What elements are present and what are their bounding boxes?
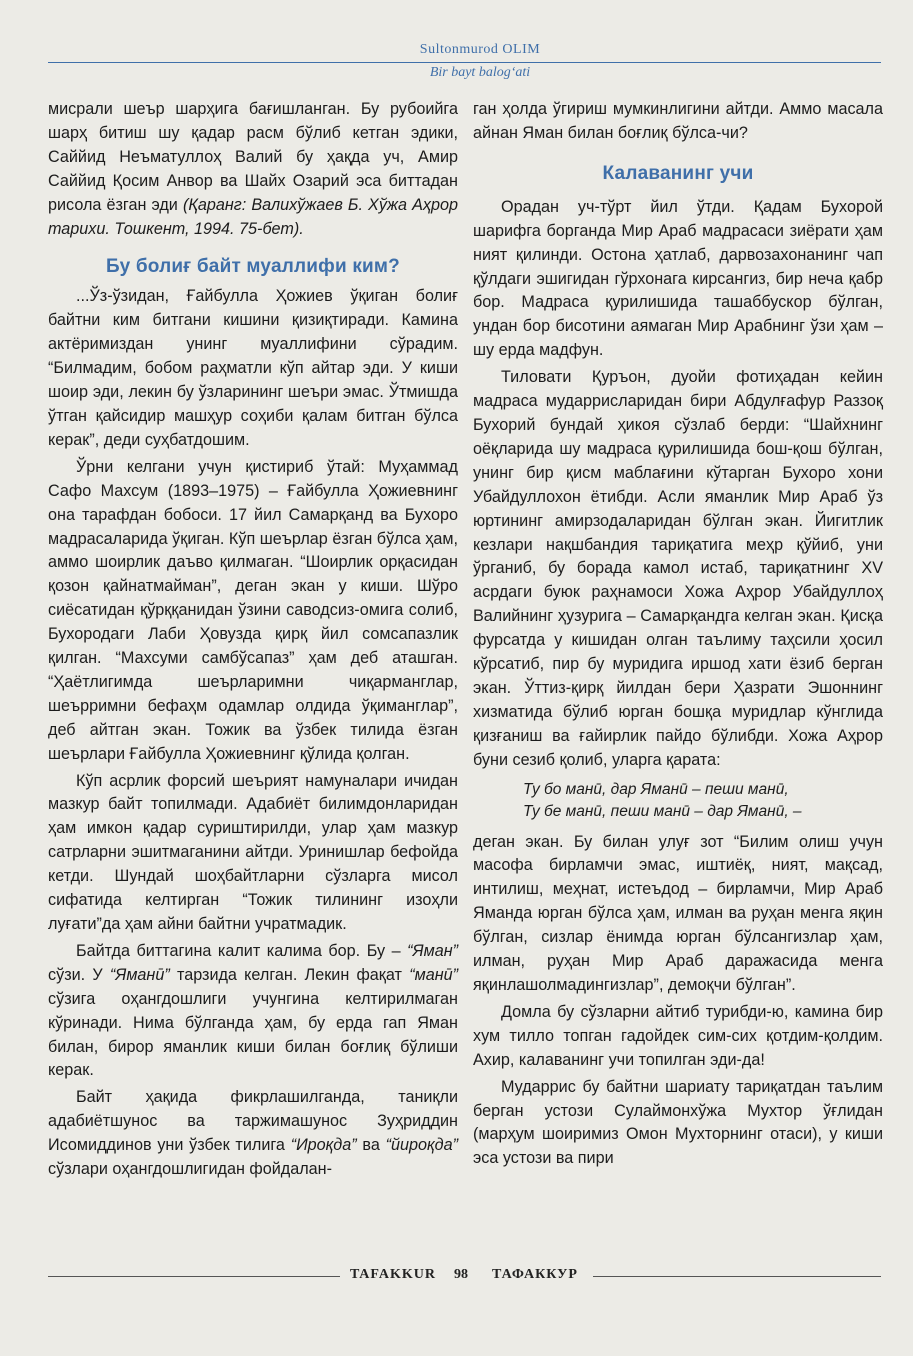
italic-word: “Ироқда”	[290, 1136, 357, 1155]
reference-citation: (Қаранг: Валихўжаев Б. Хўжа Аҳрор тарихи. Тошкент, 1994. 75-бет).	[48, 195, 459, 238]
paragraph-text: тарзида келган. Лекин фақат	[169, 965, 410, 984]
paragraph-text: сўзи. У	[48, 965, 110, 984]
section-heading: Бу болиғ байт муаллифи ким?	[106, 256, 400, 278]
paragraph-text: Байтда биттагина калит калима бор. Бу –	[76, 941, 408, 960]
right-column	[473, 98, 883, 1171]
paragraph-text: мисрали шеър шарҳига бағишланган. Бу рубоийга шарҳ битиш шу қадар расм бўлиб кетган эдики, Саййид Неъматуллоҳ Валий бу ҳақда уч, Амир Саййид Қосим Анвор ва Шайх Озарий эса биттадан рисола ёзган эди	[48, 100, 458, 214]
paragraph	[48, 1086, 458, 1182]
paragraph-text: сўзига оҳангдошлиги учунгина келтирилмаган кўринади. Нима бўлганда ҳам, бу ерда гап Яман билан, бирор яманлик киши билан боғлиқ бўлиши керак.	[48, 989, 458, 1080]
header-rule	[48, 62, 881, 63]
page-number: 98	[454, 1267, 468, 1282]
paragraph	[48, 940, 458, 1083]
paragraph: Кўп асрлик форсий шеърият намуналари ичидан мазкур байт топилмади. Адабиёт билимдонларидан ҳам имкон қадар суриштирилди, улар ҳам мазкур сатрларни эшитмаганини айтди. Уринишлар бефойда кетди. Шундай шоҳбайтларни сўзларга мисол сифатида келтирган “Тожик тилининг изоҳли луғати”да ҳам айни байтни учратмадик.	[48, 771, 458, 933]
header-subtitle: Bir bayt balog‘ati	[429, 65, 531, 80]
paragraph: Мударрис бу байтни шариату тариқатдан таълим берган устози Сулаймонхўжа Мухтор ўғлидан (марҳум шоиримиз Омон Мухторнинг отаси), у киши эса устози ва пири	[473, 1077, 883, 1168]
paragraph: Домла бу сўзларни айтиб турибди-ю, камина бир хум тилло топган гадойдек сим-сих қотдим-қолдим. Ахир, калаванинг учи топилган эди-да!	[473, 1002, 883, 1069]
footer-magazine-name-latin: TAFAKKUR	[350, 1267, 437, 1282]
poem-couplet	[523, 779, 883, 823]
paragraph-text: Байт ҳақида фикрлашилганда, таниқли адабиётшунос ва таржимашунос Зуҳриддин Исомиддинов уни ўзбек тилига	[48, 1088, 458, 1155]
italic-word: “Яманӣ”	[109, 965, 170, 984]
italic-word: “Яман”	[407, 941, 458, 960]
footer-magazine-name-cyrillic: ТАФАККУР	[492, 1267, 578, 1282]
italic-word: “йироқда”	[385, 1136, 458, 1155]
paragraph-text: ва	[356, 1136, 386, 1155]
paragraph: Тиловати Қуръон, дуойи фотиҳадан кейин мадраса мударрисларидан бири Абдулғафур Раззоқ Бухорий бундай ҳикоя сўзлаб берди: “Шайхнинг оёқларида шу мадраса қурилишида бош-қош бўлган, унинг бир қисм маблағини кўтарган Бухоро хони Убайдуллохон ётибди. Асли яманлик Мир Араб ўз юртининг амирзодаларидан бўлган экан. Йигитлик кезлари нақшбандия тариқатига меҳр қўйиб, уни ўрганиб, бу борада камол истаб, тариқатнинг XV асрдаги буюк раҳнамоси Хожа Аҳрор Убайдуллоҳ Валийнинг ҳузурига – Самарқандга келган экан. Қисқа фурсатда у кишидан олган таълиму таҳсили ҳосил кўрсатиб, пир бу муридига иршод хати ёзиб берган экан. Ўттиз-қирқ йилдан бери Ҳазрати Эшоннинг хизматида бўлиб юрган бошқа муридлар кўнглида қизғаниш ва ғайирлик пайдо бўлибди. Хожа Аҳрор буни сезиб қолиб, уларга қарата:	[473, 368, 883, 769]
left-column	[48, 98, 458, 1182]
poem-line: Ту бе манӣ, пеши манӣ – дар Яманӣ, –	[523, 802, 802, 820]
paragraph: Ўрни келгани учун қистириб ўтай: Муҳаммад Сафо Махсум (1893–1975) – Ғайбулла Ҳожиевнинг она тарафдан бобоси. 17 йил Самарқанд ва Бухоро мадрасаларида ўқиган. Кўп шеърлар ёзган бўлса ҳам, аммо шоирлик даъво қилмаган. “Шоирлик орқасидан қозон қайнатмайман”, деган экан у киши. Шўро сиёсатидан қўрққанидан ўзини саводсиз-омига солиб, Бухородаги Лаби Ҳовузда қирқ йил сомсапазлик қилган. “Махсуми самбўсапаз” ҳам деб аташган. “Ҳаётлигимда шеърларимни чиқарманглар, шеърримни бефаҳм одамлар олдида ўқиманглар”, деб айтган экан. Тожик ва ўзбек тилида ёзган шеърлари Ғайбулла Ҳожиевнинг қўлида қолган.	[48, 457, 458, 763]
paragraph-text: сўзлари оҳангдошлигидан фойдалан-	[48, 1160, 332, 1179]
header-author: Sultonmurod OLIM	[419, 42, 541, 57]
italic-word: “манӣ”	[409, 965, 458, 984]
paragraph: ган ҳолда ўгириш мумкинлигини айтди. Аммо масала айнан Яман билан боғлиқ бўлса-чи?	[473, 100, 883, 142]
paragraph: деган экан. Бу билан улуғ зот “Билим олиш учун масофа бирламчи эмас, иштиёқ, ният, мақсад, интилиш, меҳнат, истеъдод – бирламчи, Мир Араб Яманда юрган бўлса ҳам, илман ва руҳан менга яқин бўлган, сизлар ёнимда юрган бўлсангизлар ҳам, илман, руҳан Мир Араб даражасида менга яқинлашолмадингизлар”, демоқчи бўлган”.	[473, 832, 883, 994]
paragraph: Орадан уч-тўрт йил ўтди. Қадам Бухорой шарифга борганда Мир Араб мадрасаси зиёрати ҳам ният қилинди. Остона ҳатлаб, дарвозахонанинг чап қўлдаги эшигидан гўрхонага кирсангиз, бир неча қабр бор. Мадраса қурилишида ташаббускор бўлган, ундан бор бисотини аямаган Мир Арабнинг ўзи ҳам – шу ерда мадфун.	[473, 197, 883, 360]
paragraph	[48, 98, 458, 241]
page-footer	[0, 1266, 913, 1286]
paragraph: ...Ўз-ўзидан, Ғайбулла Ҳожиев ўқиган болиғ байтни ким битгани кишини қизиқтиради. Камина актёримиздан унинг муаллифини сўрадим. “Билмадим, бобом раҳматли кўп айтар эди. У киши шоир эди, лекин бу ўзларининг шеъри эмас. Ўтмишда ўтган қайсидир машҳур соҳиби қалам битган бўлса керак”, деди суҳбатдошим.	[48, 287, 458, 449]
poem-line: Ту бо манӣ, дар Яманӣ – пеши манӣ,	[523, 780, 789, 798]
footer-rule-right	[593, 1276, 881, 1277]
footer-rule-left	[48, 1276, 340, 1277]
section-heading: Калаванинг учи	[602, 162, 754, 184]
